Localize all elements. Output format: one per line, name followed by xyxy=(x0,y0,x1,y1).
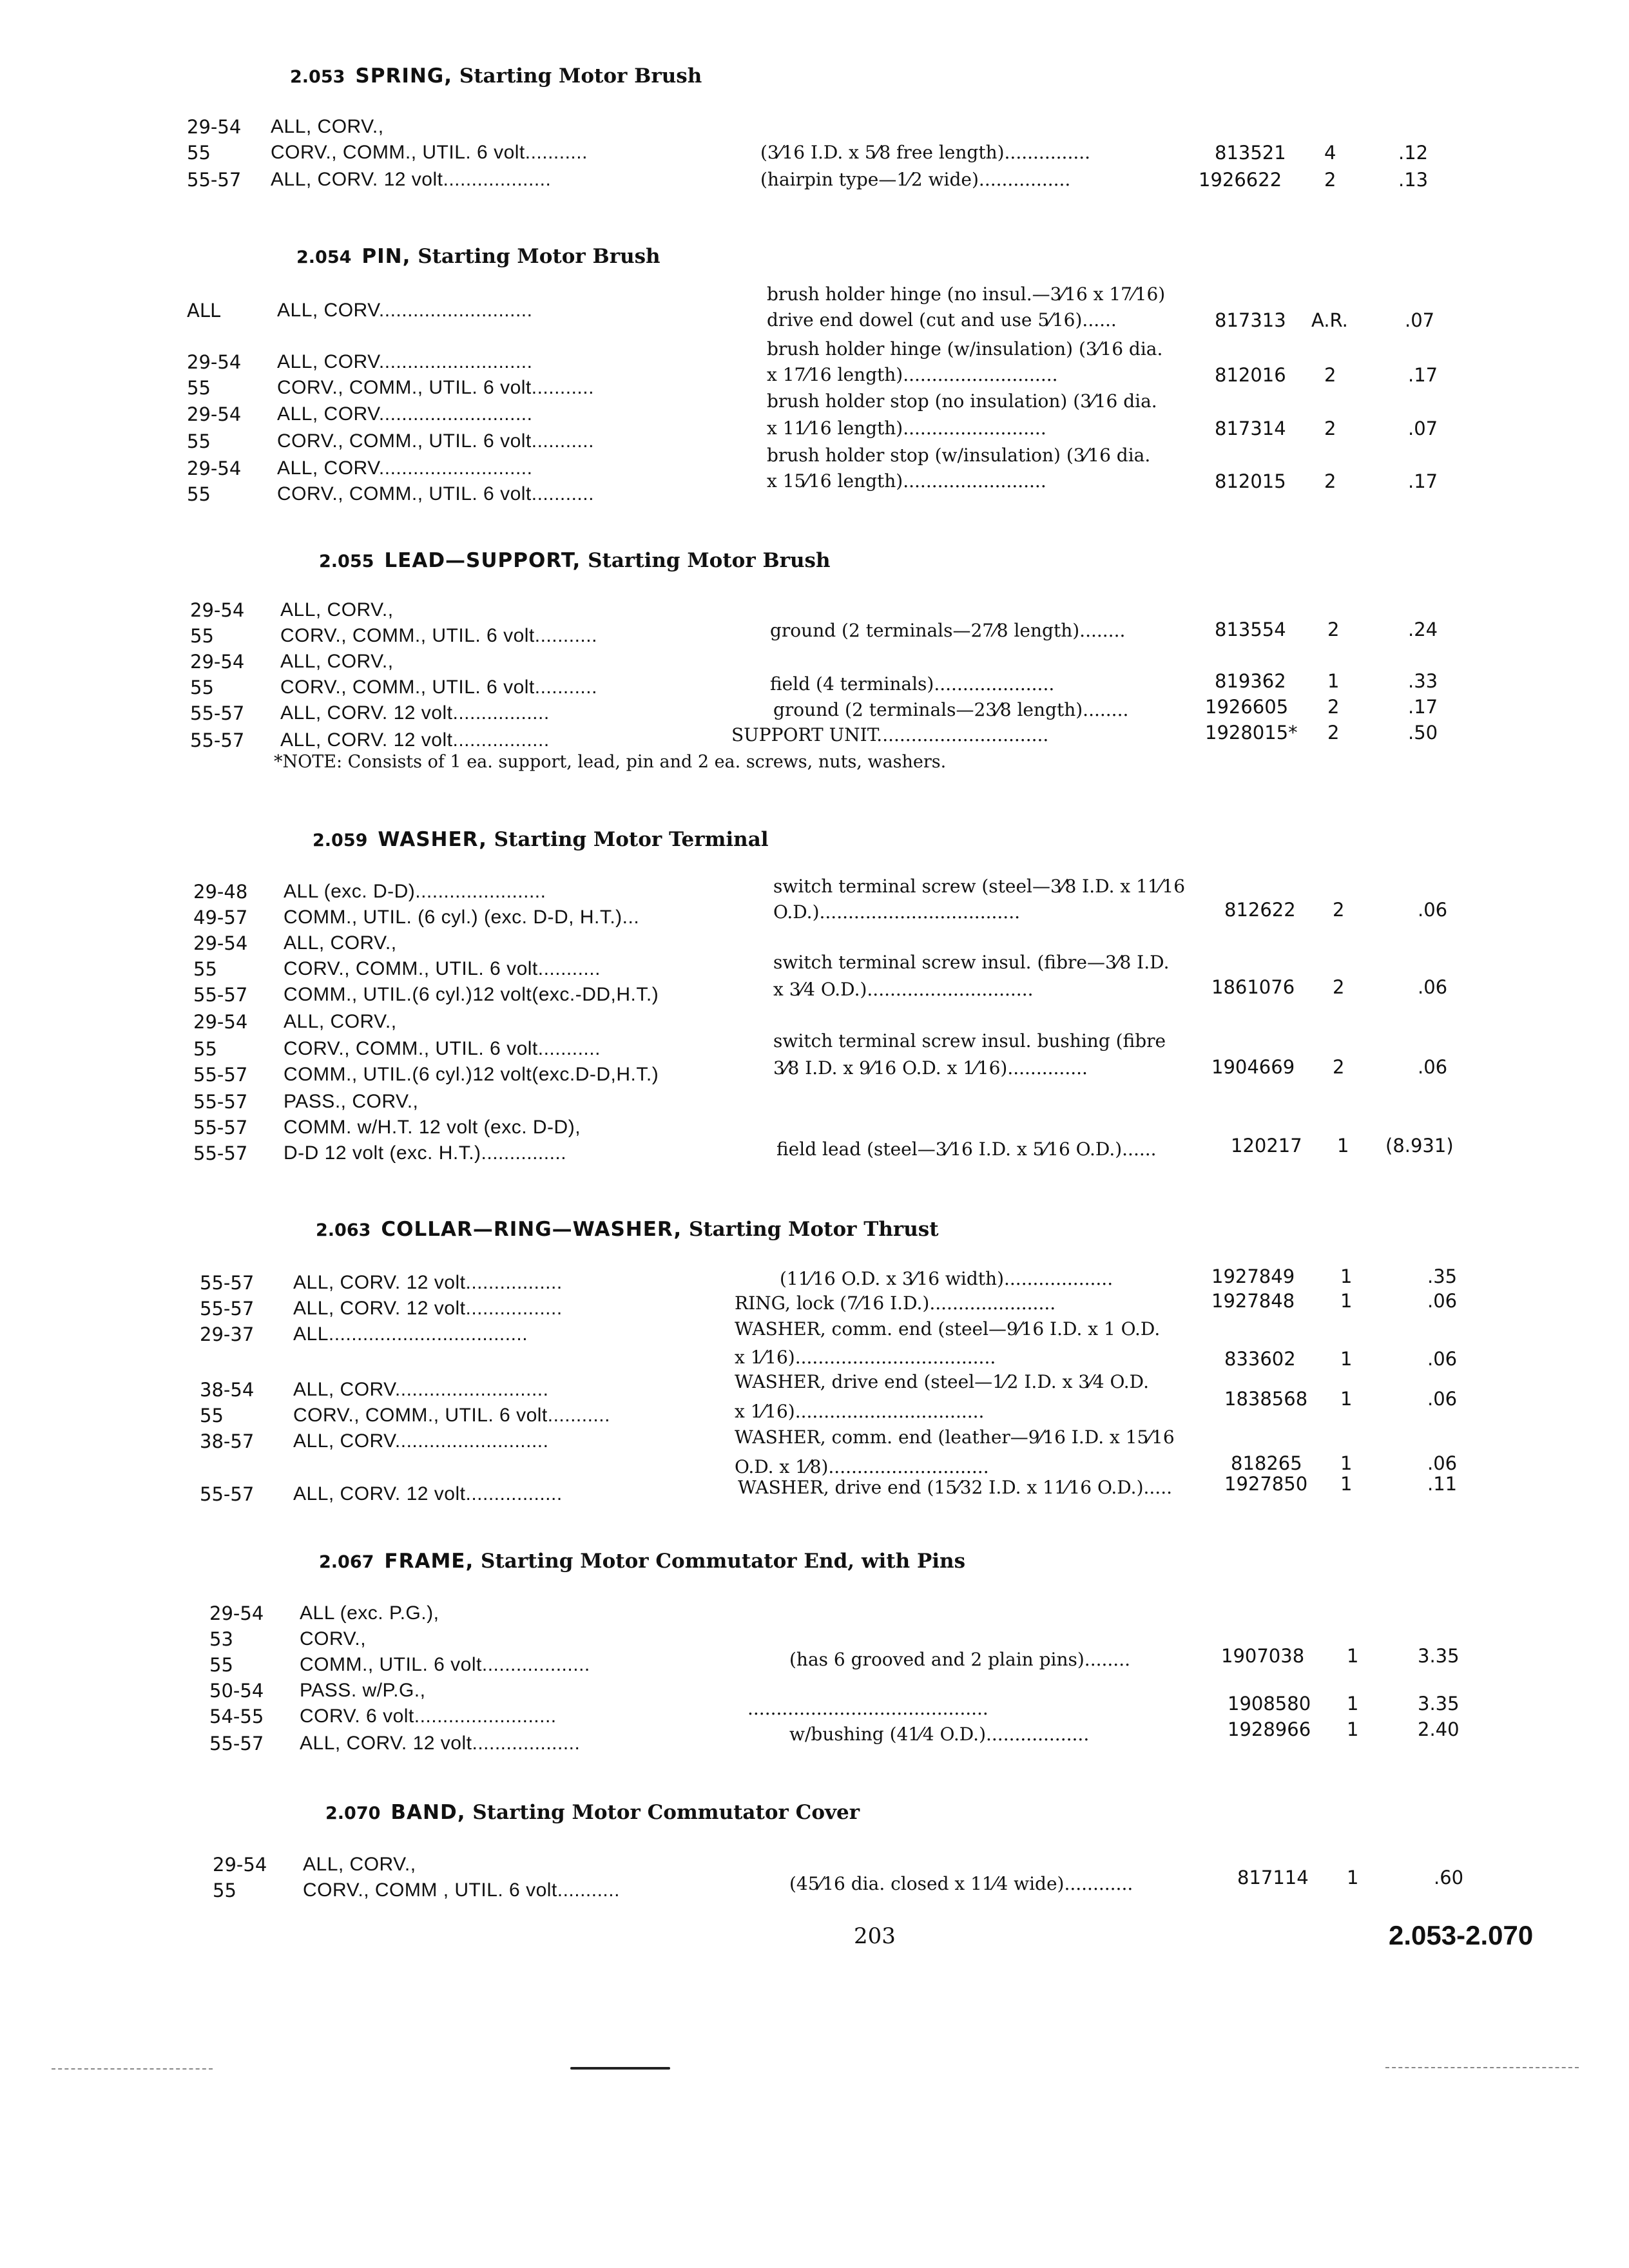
year-cell: 55-57 xyxy=(193,984,248,1006)
description-cell: O.D.)................................... xyxy=(773,901,1021,923)
description-cell: field (4 terminals)..................... xyxy=(770,673,1055,695)
year-cell: 29-54 xyxy=(209,1602,264,1624)
description-cell: WASHER, drive end (steel—1⁄2 I.D. x 3⁄4 O.D. xyxy=(735,1371,1150,1392)
year-cell: 53 xyxy=(209,1628,233,1650)
section-name: LEAD—SUPPORT, xyxy=(384,549,581,572)
quantity-cell: 1 xyxy=(1347,1867,1359,1888)
quantity-cell: 2 xyxy=(1327,696,1340,718)
model-cell: CORV., xyxy=(300,1628,367,1649)
description-cell: x 1⁄16)................................... xyxy=(735,1347,996,1368)
price-cell: .06 xyxy=(1427,1290,1458,1312)
year-cell: 29-54 xyxy=(193,1011,248,1033)
section-subtitle: Starting Motor Brush xyxy=(588,549,831,572)
model-cell: ALL, CORV., xyxy=(280,599,394,620)
section-subtitle: Starting Motor Thrust xyxy=(688,1218,939,1241)
part-number-cell: 813521 xyxy=(1215,142,1286,164)
year-cell: 55 xyxy=(190,677,214,698)
quantity-cell: 1 xyxy=(1340,1388,1353,1410)
section-subtitle: Starting Motor Brush xyxy=(459,64,702,88)
quantity-cell: 2 xyxy=(1327,619,1340,640)
year-cell: 55-57 xyxy=(187,169,242,191)
quantity-cell: 1 xyxy=(1340,1348,1353,1370)
model-cell: COMM., UTIL.(6 cyl.)12 volt(exc.-DD,H.T.) xyxy=(284,984,659,1005)
description-cell: WASHER, comm. end (steel—9⁄16 I.D. x 1 O.D. xyxy=(735,1318,1161,1340)
description-cell: WASHER, drive end (15⁄32 I.D. x 11⁄16 O.D.)..... xyxy=(738,1477,1172,1498)
model-cell: CORV., COMM., UTIL. 6 volt........... xyxy=(284,1038,601,1059)
model-cell: ALL, CORV., xyxy=(271,116,384,137)
model-cell: ALL, CORV. 12 volt................. xyxy=(280,702,550,724)
price-cell: .33 xyxy=(1408,670,1438,692)
part-number-cell: 1861076 xyxy=(1211,976,1295,998)
quantity-cell: 2 xyxy=(1333,976,1345,998)
part-number-cell: 1838568 xyxy=(1224,1388,1308,1410)
model-cell: ALL, CORV., xyxy=(284,932,397,954)
model-cell: ALL, CORV........................... xyxy=(277,457,533,479)
description-cell: (hairpin type—1⁄2 wide)................ xyxy=(760,169,1071,190)
year-cell: 55-57 xyxy=(190,702,245,724)
part-number-cell: 1926605 xyxy=(1205,696,1289,718)
price-cell: .11 xyxy=(1427,1473,1458,1495)
year-cell: 29-54 xyxy=(187,403,242,425)
quantity-cell: 1 xyxy=(1347,1645,1359,1667)
year-cell: 55 xyxy=(187,483,211,505)
description-cell: (45⁄16 dia. closed x 11⁄4 wide)............ xyxy=(789,1873,1133,1894)
description-cell: .......................................... xyxy=(747,1698,988,1719)
description-cell: x 17⁄16 length)........................... xyxy=(767,364,1058,385)
model-cell: ALL, CORV., xyxy=(280,651,394,672)
model-cell: ALL, CORV........................... xyxy=(277,351,533,372)
part-number-cell: 812015 xyxy=(1215,470,1286,492)
model-cell: ALL, CORV. 12 volt................. xyxy=(293,1298,563,1319)
price-cell: (8.931) xyxy=(1385,1135,1454,1157)
year-cell: 29-54 xyxy=(213,1854,267,1876)
year-cell: 29-37 xyxy=(200,1323,255,1345)
year-cell: 55-57 xyxy=(200,1272,255,1294)
model-cell: CORV. 6 volt......................... xyxy=(300,1706,557,1727)
year-cell: 55-57 xyxy=(193,1142,248,1164)
year-cell: 49-57 xyxy=(193,907,248,928)
description-cell: brush holder hinge (w/insulation) (3⁄16 dia. xyxy=(767,338,1163,360)
model-cell: CORV., COMM., UTIL. 6 volt........... xyxy=(280,625,597,646)
model-cell: ALL, CORV. 12 volt................... xyxy=(300,1733,581,1754)
year-cell: 55 xyxy=(187,430,211,452)
description-cell: brush holder hinge (no insul.—3⁄16 x 17⁄16) xyxy=(767,284,1166,305)
part-number-cell: 813554 xyxy=(1215,619,1286,640)
part-number-cell: 1908580 xyxy=(1228,1693,1311,1715)
price-cell: 3.35 xyxy=(1418,1645,1460,1667)
description-cell: switch terminal screw insul. bushing (fibre xyxy=(773,1030,1166,1052)
section-heading xyxy=(319,1550,965,1573)
quantity-cell: 1 xyxy=(1327,670,1340,692)
section-name: WASHER, xyxy=(378,828,487,851)
model-cell: ALL, CORV........................... xyxy=(277,300,533,321)
year-cell: 29-54 xyxy=(187,351,242,373)
section-name: SPRING, xyxy=(355,64,453,88)
price-cell: .06 xyxy=(1427,1388,1458,1410)
quantity-cell: 2 xyxy=(1324,169,1336,191)
model-cell: CORV., COMM., UTIL. 6 volt........... xyxy=(284,958,601,979)
section-heading xyxy=(325,1801,860,1824)
section-subtitle: Starting Motor Commutator End, with Pins xyxy=(481,1550,966,1573)
description-cell: brush holder stop (w/insulation) (3⁄16 dia. xyxy=(767,445,1151,466)
description-cell: ground (2 terminals—27⁄8 length)........ xyxy=(770,620,1126,641)
year-cell: 55 xyxy=(187,377,211,399)
part-number-cell: 1928015* xyxy=(1205,722,1298,744)
price-cell: .06 xyxy=(1418,899,1448,921)
price-cell: .17 xyxy=(1408,470,1438,492)
year-cell: 29-54 xyxy=(190,599,245,621)
price-cell: .60 xyxy=(1434,1867,1464,1888)
quantity-cell: 2 xyxy=(1327,722,1340,744)
model-cell: ALL, CORV. 12 volt................. xyxy=(293,1483,563,1504)
year-cell: 38-54 xyxy=(200,1379,255,1401)
year-cell: 55 xyxy=(200,1405,224,1427)
quantity-cell: 1 xyxy=(1347,1693,1359,1715)
model-cell: ALL (exc. P.G.), xyxy=(300,1602,439,1624)
description-cell: O.D. x 1⁄8)............................ xyxy=(735,1456,989,1477)
year-cell: 50-54 xyxy=(209,1680,264,1702)
price-cell: .07 xyxy=(1408,418,1438,439)
model-cell: CORV., COMM., UTIL. 6 volt........... xyxy=(280,677,597,698)
section-subtitle: Starting Motor Commutator Cover xyxy=(472,1801,860,1824)
part-number-cell: 1928966 xyxy=(1228,1718,1311,1740)
model-cell: PASS., CORV., xyxy=(284,1091,419,1112)
section-subtitle: Starting Motor Terminal xyxy=(494,828,769,851)
model-cell: ALL, CORV........................... xyxy=(293,1379,549,1400)
section-number: 2.055 xyxy=(319,552,374,572)
price-cell: 2.40 xyxy=(1418,1718,1460,1740)
year-cell: 55 xyxy=(193,958,217,980)
quantity-cell: 2 xyxy=(1324,418,1336,439)
part-number-cell: 817314 xyxy=(1215,418,1286,439)
description-cell: drive end dowel (cut and use 5⁄16)...... xyxy=(767,309,1117,331)
part-number-cell: 833602 xyxy=(1224,1348,1296,1370)
model-cell: D-D 12 volt (exc. H.T.)............... xyxy=(284,1142,567,1164)
year-cell: 55-57 xyxy=(193,1064,248,1086)
section-heading xyxy=(296,245,660,268)
section-heading xyxy=(319,549,831,572)
section-name: BAND, xyxy=(390,1801,466,1824)
model-cell: CORV., COMM., UTIL. 6 volt........... xyxy=(277,377,594,398)
model-cell: ALL, CORV........................... xyxy=(277,403,533,425)
quantity-cell: 1 xyxy=(1337,1135,1349,1157)
price-cell: .50 xyxy=(1408,722,1438,744)
model-cell: CORV., COMM , UTIL. 6 volt........... xyxy=(303,1879,620,1901)
part-number-cell: 1907038 xyxy=(1221,1645,1305,1667)
model-cell: ALL, CORV. 12 volt................. xyxy=(293,1272,563,1293)
quantity-cell: 2 xyxy=(1333,1056,1345,1078)
year-cell: 55-57 xyxy=(200,1298,255,1320)
price-cell: .06 xyxy=(1418,1056,1448,1078)
section-number: 2.070 xyxy=(325,1803,381,1823)
section-heading xyxy=(313,828,769,851)
year-cell: 55-57 xyxy=(193,1117,248,1139)
part-number-cell: 818265 xyxy=(1231,1452,1302,1474)
description-cell: SUPPORT UNIT.............................. xyxy=(731,724,1049,745)
section-heading xyxy=(316,1218,939,1241)
section-note: *NOTE: Consists of 1 ea. support, lead, pin and 2 ea. screws, nuts, washers. xyxy=(274,752,947,772)
quantity-cell: 1 xyxy=(1340,1473,1353,1495)
description-cell: w/bushing (41⁄4 O.D.).................. xyxy=(789,1724,1090,1745)
quantity-cell: 1 xyxy=(1340,1265,1353,1287)
quantity-cell: 4 xyxy=(1324,142,1336,164)
year-cell: 55 xyxy=(209,1654,233,1676)
description-cell: brush holder stop (no insulation) (3⁄16 dia. xyxy=(767,390,1157,412)
description-cell: x 15⁄16 length)......................... xyxy=(767,470,1046,492)
description-cell: ground (2 terminals—23⁄8 length)........ xyxy=(773,699,1129,720)
year-cell: 55-57 xyxy=(193,1091,248,1113)
scan-mark-right xyxy=(1385,2067,1579,2070)
section-number: 2.059 xyxy=(313,831,368,850)
price-cell: .12 xyxy=(1398,142,1429,164)
price-cell: .06 xyxy=(1427,1348,1458,1370)
model-cell: CORV., COMM., UTIL. 6 volt........... xyxy=(271,142,588,163)
part-number-cell: 1927850 xyxy=(1224,1473,1308,1495)
section-range: 2.053-2.070 xyxy=(1389,1920,1534,1950)
year-cell: 55-57 xyxy=(200,1483,255,1505)
description-cell: field lead (steel—3⁄16 I.D. x 5⁄16 O.D.)...... xyxy=(776,1139,1157,1160)
model-cell: PASS. w/P.G., xyxy=(300,1680,426,1701)
year-cell: 29-54 xyxy=(190,651,245,673)
model-cell: COMM., UTIL.(6 cyl.)12 volt(exc.D-D,H.T.) xyxy=(284,1064,659,1085)
description-cell: WASHER, comm. end (leather—9⁄16 I.D. x 15⁄16 xyxy=(735,1427,1175,1448)
year-cell: 29-48 xyxy=(193,881,248,903)
page-number: 203 xyxy=(854,1923,896,1949)
description-cell: switch terminal screw insul. (fibre—3⁄8 I.D. xyxy=(773,952,1170,973)
year-cell: 55-57 xyxy=(190,729,245,751)
description-cell: 3⁄8 I.D. x 9⁄16 O.D. x 1⁄16).............. xyxy=(773,1057,1088,1079)
description-cell: (11⁄16 O.D. x 3⁄16 width)................... xyxy=(780,1268,1113,1289)
price-cell: 3.35 xyxy=(1418,1693,1460,1715)
price-cell: .35 xyxy=(1427,1265,1458,1287)
year-cell: 55-57 xyxy=(209,1733,264,1754)
model-cell: ALL, CORV., xyxy=(303,1854,416,1875)
model-cell: ALL, CORV. 12 volt................... xyxy=(271,169,552,190)
model-cell: CORV., COMM., UTIL. 6 volt........... xyxy=(293,1405,610,1426)
model-cell: ALL, CORV. 12 volt................. xyxy=(280,729,550,751)
price-cell: .06 xyxy=(1418,976,1448,998)
section-name: COLLAR—RING—WASHER, xyxy=(381,1218,682,1241)
year-cell: 55 xyxy=(193,1038,217,1060)
section-number: 2.063 xyxy=(316,1220,371,1240)
price-cell: .06 xyxy=(1427,1452,1458,1474)
year-cell: ALL xyxy=(187,300,221,322)
description-cell: (3⁄16 I.D. x 5⁄8 free length)............... xyxy=(760,142,1091,163)
section-number: 2.067 xyxy=(319,1552,374,1572)
quantity-cell: 2 xyxy=(1333,899,1345,921)
part-number-cell: 817313 xyxy=(1215,309,1286,331)
scan-mark-center xyxy=(570,2067,670,2070)
model-cell: CORV., COMM., UTIL. 6 volt........... xyxy=(277,483,594,505)
part-number-cell: 812016 xyxy=(1215,364,1286,386)
model-cell: ALL................................... xyxy=(293,1323,528,1345)
quantity-cell: 1 xyxy=(1340,1452,1353,1474)
part-number-cell: 819362 xyxy=(1215,670,1286,692)
price-cell: .24 xyxy=(1408,619,1438,640)
model-cell: COMM. w/H.T. 12 volt (exc. D-D), xyxy=(284,1117,581,1138)
year-cell: 55 xyxy=(190,625,214,647)
description-cell: (has 6 grooved and 2 plain pins)........ xyxy=(789,1649,1131,1670)
model-cell: COMM., UTIL. (6 cyl.) (exc. D-D, H.T.)... xyxy=(284,907,640,928)
section-heading xyxy=(290,64,702,88)
description-cell: x 3⁄4 O.D.)............................. xyxy=(773,979,1034,1000)
model-cell: COMM., UTIL. 6 volt................... xyxy=(300,1654,590,1675)
description-cell: RING, lock (7⁄16 I.D.)...................... xyxy=(735,1293,1056,1314)
scan-mark-left xyxy=(52,2068,213,2071)
model-cell: ALL (exc. D-D)....................... xyxy=(284,881,546,902)
part-number-cell: 1927848 xyxy=(1211,1290,1295,1312)
price-cell: .13 xyxy=(1398,169,1429,191)
price-cell: .17 xyxy=(1408,696,1438,718)
description-cell: x 1⁄16)................................. xyxy=(735,1401,985,1422)
description-cell: switch terminal screw (steel—3⁄8 I.D. x 11⁄16 xyxy=(773,876,1186,897)
section-name: PIN, xyxy=(361,245,411,268)
year-cell: 29-54 xyxy=(187,457,242,479)
year-cell: 55 xyxy=(187,142,211,164)
model-cell: ALL, CORV., xyxy=(284,1011,397,1032)
model-cell: CORV., COMM., UTIL. 6 volt........... xyxy=(277,430,594,452)
year-cell: 29-54 xyxy=(193,932,248,954)
part-number-cell: 1926622 xyxy=(1199,169,1282,191)
section-name: FRAME, xyxy=(384,1550,474,1573)
quantity-cell: 1 xyxy=(1347,1718,1359,1740)
part-number-cell: 1927849 xyxy=(1211,1265,1295,1287)
year-cell: 29-54 xyxy=(187,116,242,138)
quantity-cell: A.R. xyxy=(1311,309,1348,331)
quantity-cell: 2 xyxy=(1324,364,1336,386)
part-number-cell: 120217 xyxy=(1231,1135,1302,1157)
year-cell: 38-57 xyxy=(200,1430,255,1452)
part-number-cell: 817114 xyxy=(1237,1867,1309,1888)
part-number-cell: 1904669 xyxy=(1211,1056,1295,1078)
price-cell: .17 xyxy=(1408,364,1438,386)
quantity-cell: 2 xyxy=(1324,470,1336,492)
price-cell: .07 xyxy=(1405,309,1435,331)
quantity-cell: 1 xyxy=(1340,1290,1353,1312)
section-number: 2.054 xyxy=(296,247,352,267)
section-number: 2.053 xyxy=(290,67,345,87)
year-cell: 54-55 xyxy=(209,1706,264,1727)
description-cell: x 11⁄16 length)......................... xyxy=(767,418,1046,439)
part-number-cell: 812622 xyxy=(1224,899,1296,921)
model-cell: ALL, CORV........................... xyxy=(293,1430,549,1452)
section-subtitle: Starting Motor Brush xyxy=(418,245,660,268)
year-cell: 55 xyxy=(213,1879,236,1901)
